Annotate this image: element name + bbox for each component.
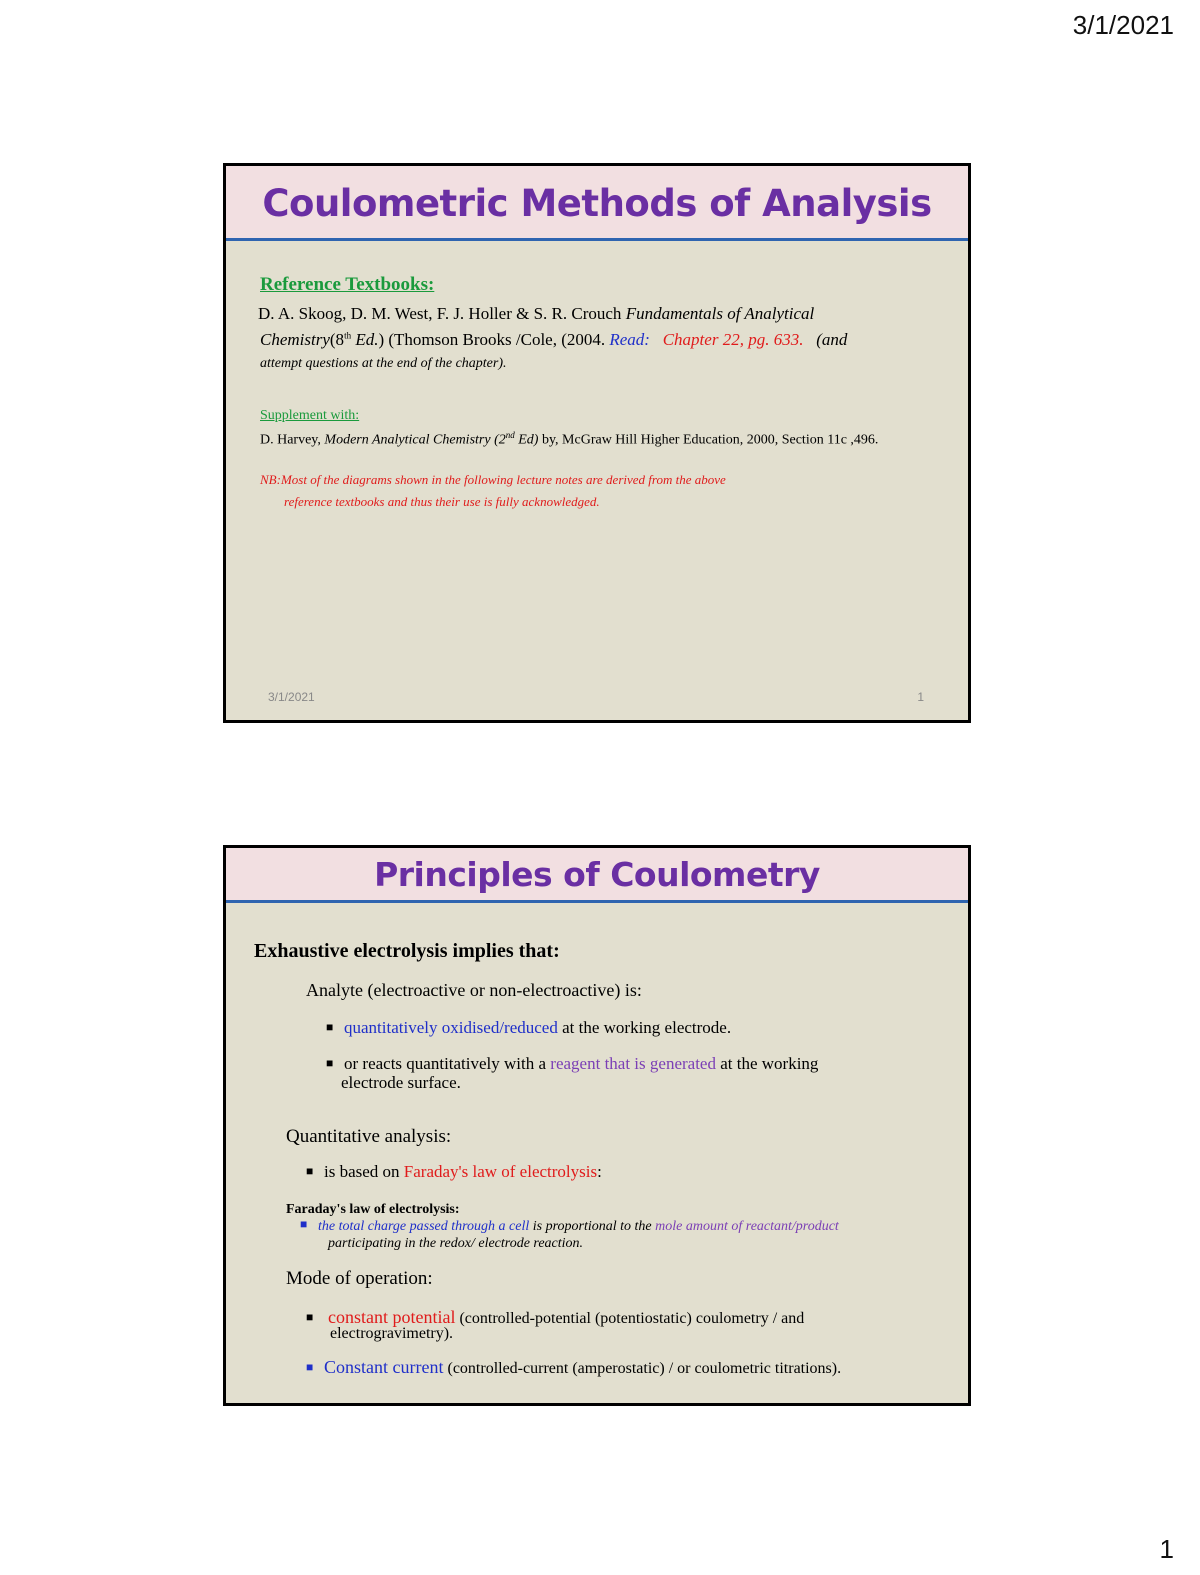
bullet-icon: ■ (306, 1309, 314, 1324)
reference-line-2 (260, 330, 847, 350)
faraday-law-text: Faraday's law of electrolysis (403, 1162, 598, 1181)
reference-line-3: attempt questions at the end of the chapter). (260, 356, 507, 371)
at-working-text: at the working (715, 1054, 819, 1073)
proportional-text: is proportional to the (529, 1219, 656, 1234)
slide-title: Coulometric Methods of Analysis (226, 166, 968, 241)
bullet-reagent (326, 1054, 818, 1074)
bullet-reagent-line-2: electrode surface. (341, 1073, 461, 1092)
page-number: 1 (1159, 1534, 1174, 1564)
reagent-generated-text: reagent that is generated (550, 1054, 716, 1073)
supplement-edition-sup: nd (505, 430, 515, 440)
supplement-publisher: by, McGraw Hill Higher Education, 2000, Section 11c ,496. (538, 432, 879, 448)
nb-line-2: reference textbooks and thus their use is fully acknowledged. (284, 494, 600, 509)
analyte-line: Analyte (electroactive or non-electroactive) is: (306, 980, 642, 1000)
working-electrode-text: at the working electrode. (557, 1018, 732, 1037)
oxidised-reduced-text: quantitatively oxidised/reduced (344, 1018, 558, 1037)
supplement-author: D. Harvey, (260, 432, 325, 448)
bullet-icon: ■ (326, 1055, 334, 1070)
colon-text: : (597, 1162, 602, 1181)
quantitative-analysis-line: Quantitative analysis: (286, 1126, 452, 1147)
bullet-icon: ■ (326, 1019, 334, 1034)
edition-open: (8 (329, 330, 345, 349)
and-text: (and (816, 330, 848, 349)
reference-authors: D. A. Skoog, D. M. West, F. J. Holler & S. R. Crouch (258, 304, 626, 323)
faraday-heading: Faraday's law of electrolysis: (286, 1202, 460, 1217)
bullet-oxidised (326, 1018, 731, 1038)
edition-ed: Ed. (351, 330, 379, 349)
bullet-constant-current (306, 1357, 841, 1378)
based-on-text: is based on (324, 1162, 404, 1181)
supplement-line (260, 430, 878, 449)
slide-footer-date: 3/1/2021 (268, 690, 315, 704)
supplement-heading: Supplement with: (260, 408, 360, 423)
page-date: 3/1/2021 (1072, 10, 1174, 40)
publisher: ) (Thomson Brooks /Cole, (2004. (378, 330, 610, 349)
supplement-edition: Ed) (514, 432, 539, 448)
nb-line-1: NB:Most of the diagrams shown in the following lecture notes are derived from the above (260, 472, 726, 487)
faraday-statement-line-2: participating in the redox/ electrode reaction. (328, 1236, 584, 1251)
reference-book-title-cont: Chemistry (260, 330, 330, 349)
slide-footer-number: 1 (917, 690, 924, 704)
total-charge-text: the total charge passed through a cell (318, 1219, 530, 1234)
controlled-current-text: (controlled-current (amperostatic) / or coulometric titrations). (443, 1360, 842, 1377)
mole-amount-text: mole amount of reactant/product (655, 1219, 839, 1234)
reacts-text: or reacts quantitatively with a (344, 1054, 551, 1073)
exhaustive-heading: Exhaustive electrolysis implies that: (254, 940, 560, 962)
reference-book-title: Fundamentals of Analytical (625, 304, 815, 323)
controlled-potential-text: (controlled-potential (potentiostatic) coulometry / and (455, 1310, 805, 1327)
constant-current-text: Constant current (324, 1357, 444, 1377)
faraday-statement (300, 1219, 839, 1235)
slide-1 (223, 163, 971, 723)
constant-potential-line-2: electrogravimetry). (330, 1325, 454, 1342)
bullet-faraday (306, 1162, 602, 1182)
edition-sup: th (344, 330, 352, 341)
bullet-icon: ■ (306, 1163, 314, 1178)
constant-potential-text: constant potential (328, 1307, 456, 1327)
slide-title: Principles of Coulometry (226, 848, 968, 903)
bullet-icon: ■ (306, 1359, 314, 1374)
reference-heading: Reference Textbooks: (260, 274, 435, 295)
mode-of-operation-line: Mode of operation: (286, 1268, 433, 1289)
chapter-reference: Chapter 22, pg. 633. (662, 330, 804, 349)
slide-2 (223, 845, 971, 1406)
supplement-book-title: Modern Analytical Chemistry (2 (324, 432, 506, 448)
bullet-icon: ■ (300, 1217, 308, 1232)
reference-line-1 (258, 304, 814, 324)
read-label: Read: (609, 330, 650, 349)
